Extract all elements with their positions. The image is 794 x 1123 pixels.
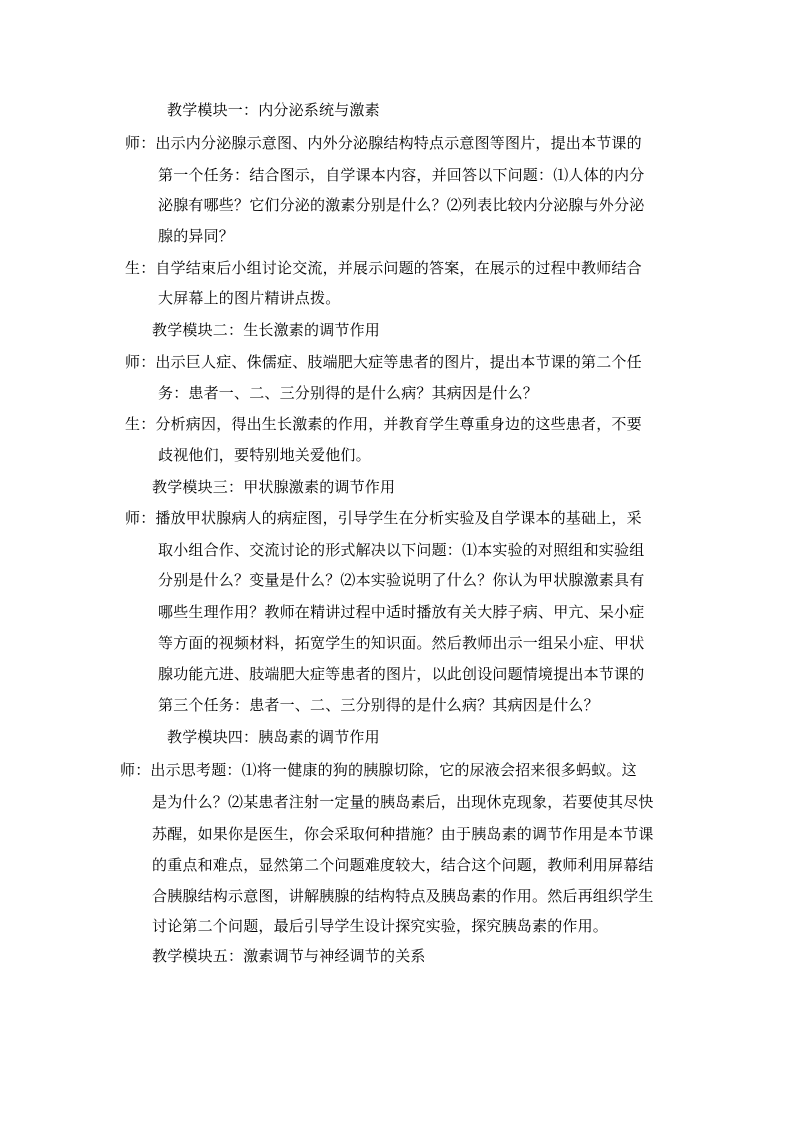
module1-student-line-1: 生：自学结束后小组讨论交流，并展示问题的答案，在展示的过程中教师结合	[125, 259, 642, 277]
module4-teacher-line-1: 师：出示思考题：⑴将一健康的狗的胰腺切除，它的尿液会招来很多蚂蚁。这	[120, 761, 637, 779]
module2-heading: 教学模块二：生长激素的调节作用	[152, 321, 381, 339]
module4-teacher-line-5: 合胰腺结构示意图，讲解胰腺的结构特点及胰岛素的作用。然后再组织学生	[152, 887, 654, 905]
module1-heading: 教学模块一：内分泌系统与激素	[167, 101, 380, 119]
module4-teacher-line-6: 讨论第二个问题，最后引导学生设计探究实验，探究胰岛素的作用。	[152, 917, 609, 935]
module3-teacher-line-2: 取小组合作、交流讨论的形式解决以下问题：⑴本实验的对照组和实验组	[158, 541, 645, 559]
module3-teacher-line-4: 哪些生理作用？教师在精讲过程中适时播放有关大脖子病、甲亢、呆小症	[158, 603, 645, 621]
module3-teacher-line-7: 第三个任务：患者一、二、三分别得的是什么病？其病因是什么？	[158, 696, 599, 714]
module2-student-line-1: 生：分析病因，得出生长激素的作用，并教育学生尊重身边的这些患者，不要	[125, 415, 642, 433]
module4-teacher-line-4: 的重点和难点，显然第二个问题难度较大，结合这个问题，教师利用屏幕结	[152, 856, 654, 874]
module3-teacher-line-1: 师：播放甲状腺病人的病症图，引导学生在分析实验及自学课本的基础上，采	[125, 509, 642, 527]
module2-teacher-line-2: 务：患者一、二、三分别得的是什么病？其病因是什么？	[158, 384, 539, 402]
module1-teacher-line-4: 腺的异同？	[158, 227, 235, 245]
module1-student-line-2: 大屏幕上的图片精讲点拨。	[158, 289, 341, 307]
module1-teacher-line-1: 师：出示内分泌腺示意图、内外分泌腺结构特点示意图等图片，提出本节课的	[125, 134, 642, 152]
module3-heading: 教学模块三：甲状腺激素的调节作用	[152, 478, 396, 496]
module3-teacher-line-3: 分别是什么？变量是什么？⑵本实验说明了什么？你认为甲状腺激素具有	[158, 571, 645, 589]
module1-teacher-line-2: 第一个任务：结合图示，自学课本内容，并回答以下问题：⑴人体的内分	[158, 166, 645, 184]
module1-teacher-line-3: 泌腺有哪些？它们分泌的激素分别是什么？⑵列表比较内分泌腺与外分泌	[158, 196, 645, 214]
module2-student-line-2: 歧视他们，要特别地关爱他们。	[158, 446, 371, 464]
module4-heading: 教学模块四：胰岛素的调节作用	[167, 728, 380, 746]
module5-heading: 教学模块五：激素调节与神经调节的关系	[152, 947, 426, 965]
module4-teacher-line-2: 是为什么？⑵某患者注射一定量的胰岛素后，出现休克现象，若要使其尽快	[152, 793, 654, 811]
module3-teacher-line-5: 等方面的视频材料，拓宽学生的知识面。然后教师出示一组呆小症、甲状	[158, 634, 645, 652]
module3-teacher-line-6: 腺功能亢进、肢端肥大症等患者的图片，以此创设问题情境提出本节课的	[158, 665, 645, 683]
module4-teacher-line-3: 苏醒，如果你是医生，你会采取何种措施？由于胰岛素的调节作用是本节课	[152, 825, 654, 843]
module2-teacher-line-1: 师：出示巨人症、侏儒症、肢端肥大症等患者的图片，提出本节课的第二个任	[125, 353, 642, 371]
